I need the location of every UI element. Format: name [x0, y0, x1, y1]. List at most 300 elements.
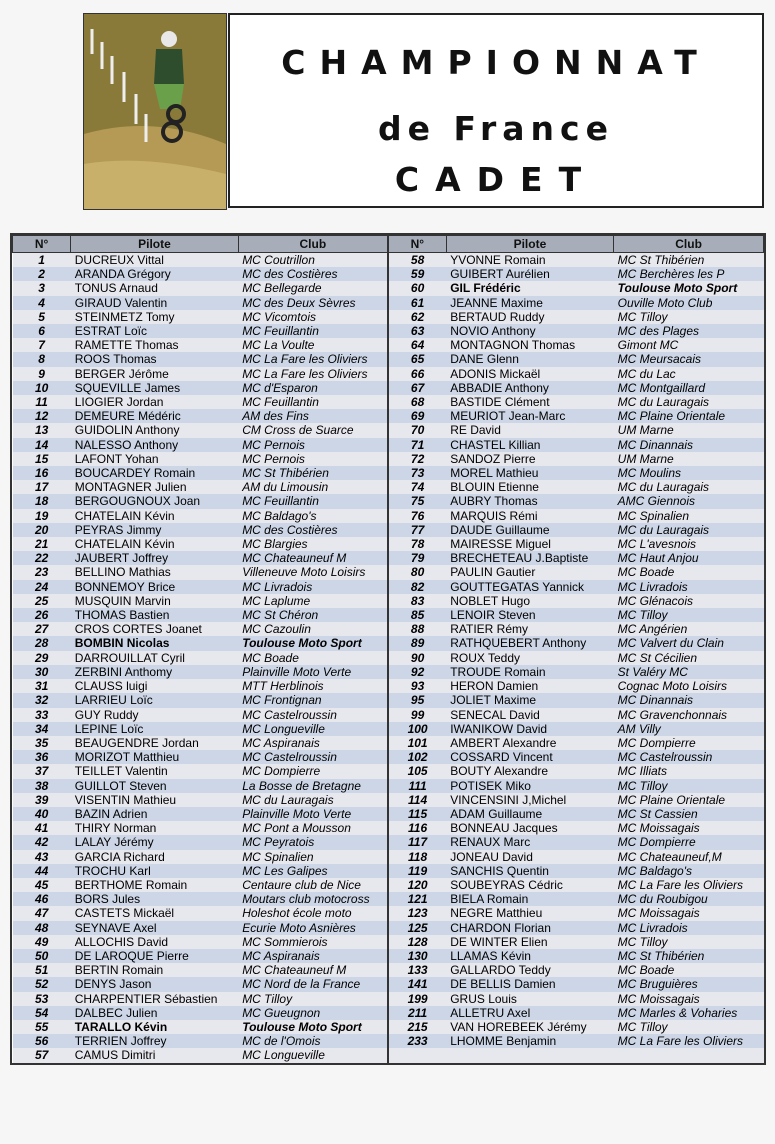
rider-number: 46 — [13, 892, 71, 906]
motocross-photo — [83, 13, 227, 210]
rider-number: 18 — [13, 494, 71, 508]
table-row — [13, 821, 764, 835]
rider-number: 121 — [388, 892, 446, 906]
rider-number: 38 — [13, 779, 71, 793]
rider-number: 100 — [388, 722, 446, 736]
pilot-name: DEMEURE Médéric — [71, 409, 238, 423]
club-name: MC La Fare les Oliviers — [238, 367, 388, 381]
pilot-name: CHARDON Florian — [446, 921, 613, 935]
table-row — [13, 466, 764, 480]
pilot-name: ADAM Guillaume — [446, 807, 613, 821]
pilot-name: CHARPENTIER Sébastien — [71, 992, 238, 1006]
pilot-name: RE David — [446, 423, 613, 437]
rider-number: 114 — [388, 793, 446, 807]
rider-number: 67 — [388, 381, 446, 395]
club-name: CM Cross de Suarce — [238, 423, 388, 437]
pilot-name: SENECAL David — [446, 708, 613, 722]
rider-number: 78 — [388, 537, 446, 551]
riders-table — [10, 233, 766, 1065]
rider-number: 15 — [13, 452, 71, 466]
club-name: MC Plaine Orientale — [614, 793, 764, 807]
pilot-name: GUY Ruddy — [71, 708, 238, 722]
club-name: MC Sommierois — [238, 935, 388, 949]
rider-number: 34 — [13, 722, 71, 736]
table-row — [13, 281, 764, 295]
rider-number: 1 — [13, 253, 71, 268]
pilot-name: BAZIN Adrien — [71, 807, 238, 821]
rider-number: 52 — [13, 977, 71, 991]
rider-number: 25 — [13, 594, 71, 608]
club-name: Moutars club motocross — [238, 892, 388, 906]
table-row — [13, 850, 764, 864]
club-name: MC Tilloy — [238, 992, 388, 1006]
rider-number: 73 — [388, 466, 446, 480]
pilot-name: LHOMME Benjamin — [446, 1034, 613, 1048]
pilot-name: RATHQUEBERT Anthony — [446, 636, 613, 650]
club-name: MC Chateauneuf,M — [614, 850, 764, 864]
rider-number: 79 — [388, 551, 446, 565]
pilot-name: SQUEVILLE James — [71, 381, 238, 395]
pilot-name: IWANIKOW David — [446, 722, 613, 736]
pilot-name: YVONNE Romain — [446, 253, 613, 268]
pilot-name: BIELA Romain — [446, 892, 613, 906]
rider-number: 211 — [388, 1006, 446, 1020]
pilot-name: ARANDA Grégory — [71, 267, 238, 281]
pilot-name: DE LAROQUE Pierre — [71, 949, 238, 963]
table-row — [13, 921, 764, 935]
rider-number: 99 — [388, 708, 446, 722]
table-row — [13, 693, 764, 707]
club-name: MC du Roubigou — [614, 892, 764, 906]
club-name: MC Illiats — [614, 764, 764, 778]
club-name: MC des Costières — [238, 523, 388, 537]
rider-number: 50 — [13, 949, 71, 963]
rider-number: 8 — [13, 352, 71, 366]
rider-number: 9 — [13, 367, 71, 381]
pilot-name: LLAMAS Kévin — [446, 949, 613, 963]
club-name: MC des Costières — [238, 267, 388, 281]
rider-number: 59 — [388, 267, 446, 281]
pilot-name: COSSARD Vincent — [446, 750, 613, 764]
pilot-name: MAIRESSE Miguel — [446, 537, 613, 551]
rider-number: 29 — [13, 651, 71, 665]
club-name: MC Vicomtois — [238, 310, 388, 324]
club-name: MC des Deux Sèvres — [238, 296, 388, 310]
club-name: AMC Giennois — [614, 494, 764, 508]
pilot-name: CAMUS Dimitri — [71, 1048, 238, 1062]
column-header-number: N° — [13, 236, 71, 253]
club-name: Holeshot école moto — [238, 906, 388, 920]
club-name: MC Meursacais — [614, 352, 764, 366]
table-row — [13, 636, 764, 650]
rider-number: 125 — [388, 921, 446, 935]
club-name: MC Pont a Mousson — [238, 821, 388, 835]
column-header-club: Club — [614, 236, 764, 253]
rider-number: 88 — [388, 622, 446, 636]
pilot-name: GIL Frédéric — [446, 281, 613, 295]
pilot-name: NALESSO Anthony — [71, 438, 238, 452]
club-name: MC Dompierre — [614, 835, 764, 849]
rider-number: 51 — [13, 963, 71, 977]
pilot-name: PAULIN Gautier — [446, 565, 613, 579]
pilot-name: GOUTTEGATAS Yannick — [446, 580, 613, 594]
club-name: MC Livradois — [238, 580, 388, 594]
rider-number: 128 — [388, 935, 446, 949]
rider-number: 26 — [13, 608, 71, 622]
table-row — [13, 253, 764, 268]
club-name: MC Baldago's — [614, 864, 764, 878]
pilot-name: ROUX Teddy — [446, 651, 613, 665]
club-name: MC Castelroussin — [238, 708, 388, 722]
club-name: AM des Fins — [238, 409, 388, 423]
club-name: Plainville Moto Verte — [238, 807, 388, 821]
pilot-name: GALLARDO Teddy — [446, 963, 613, 977]
pilot-name: GARCIA Richard — [71, 850, 238, 864]
table-row — [13, 665, 764, 679]
pilot-name: BERTIN Romain — [71, 963, 238, 977]
pilot-name: MONTAGNON Thomas — [446, 338, 613, 352]
club-name: MC Aspiranais — [238, 949, 388, 963]
rider-number: 37 — [13, 764, 71, 778]
club-name: MC L'avesnois — [614, 537, 764, 551]
pilot-name: GUIDOLIN Anthony — [71, 423, 238, 437]
rider-number: 20 — [13, 523, 71, 537]
table-row — [13, 722, 764, 736]
rider-number: 119 — [388, 864, 446, 878]
club-name: MC Pernois — [238, 438, 388, 452]
pilot-name: SANCHIS Quentin — [446, 864, 613, 878]
pilot-name: GUILLOT Steven — [71, 779, 238, 793]
rider-number: 76 — [388, 509, 446, 523]
pilot-name: BLOUIN Etienne — [446, 480, 613, 494]
club-name: MC Chateauneuf M — [238, 963, 388, 977]
club-name: MC Peyratois — [238, 835, 388, 849]
pilot-name: LARRIEU Loïc — [71, 693, 238, 707]
pilot-name: LAFONT Yohan — [71, 452, 238, 466]
table-row — [13, 395, 764, 409]
table-row — [13, 267, 764, 281]
pilot-name: MEURIOT Jean-Marc — [446, 409, 613, 423]
rider-number: 130 — [388, 949, 446, 963]
table-row — [13, 622, 764, 636]
club-name: MC Boade — [238, 651, 388, 665]
club-name: MC St Thibérien — [614, 949, 764, 963]
pilot-name: JEANNE Maxime — [446, 296, 613, 310]
club-name: MC Valvert du Clain — [614, 636, 764, 650]
rider-number: 16 — [13, 466, 71, 480]
pilot-name: VISENTIN Mathieu — [71, 793, 238, 807]
club-name: MC Dompierre — [238, 764, 388, 778]
club-name: MC Boade — [614, 963, 764, 977]
rider-number: 92 — [388, 665, 446, 679]
table-row — [13, 1048, 764, 1062]
pilot-name: NEGRE Matthieu — [446, 906, 613, 920]
club-name: MC Moissagais — [614, 992, 764, 1006]
table-row — [13, 310, 764, 324]
club-name: MC Berchères les P — [614, 267, 764, 281]
club-name: MC d'Esparon — [238, 381, 388, 395]
pilot-name: STEINMETZ Tomy — [71, 310, 238, 324]
club-name: MC La Fare les Oliviers — [614, 1034, 764, 1048]
rider-number: 82 — [388, 580, 446, 594]
rider-number: 77 — [388, 523, 446, 537]
club-name: MC Gravenchonnais — [614, 708, 764, 722]
pilot-name: CHATELAIN Kévin — [71, 509, 238, 523]
table-row — [13, 537, 764, 551]
rider-number: 68 — [388, 395, 446, 409]
rider-number: 60 — [388, 281, 446, 295]
pilot-name: CHATELAIN Kévin — [71, 537, 238, 551]
pilot-name: DAUDE Guillaume — [446, 523, 613, 537]
rider-number: 111 — [388, 779, 446, 793]
club-name: MC Tilloy — [614, 935, 764, 949]
club-name: MC Gueugnon — [238, 1006, 388, 1020]
pilot-name: JOLIET Maxime — [446, 693, 613, 707]
club-name: MC Dinannais — [614, 438, 764, 452]
rider-number: 19 — [13, 509, 71, 523]
pilot-name: NOBLET Hugo — [446, 594, 613, 608]
rider-number: 72 — [388, 452, 446, 466]
club-name: MC Montgaillard — [614, 381, 764, 395]
rider-number: 45 — [13, 878, 71, 892]
pilot-name: ABBADIE Anthony — [446, 381, 613, 395]
club-name: MC Haut Anjou — [614, 551, 764, 565]
rider-number: 30 — [13, 665, 71, 679]
title-line-2: de France — [378, 109, 614, 148]
table-row — [13, 367, 764, 381]
rider-number: 65 — [388, 352, 446, 366]
rider-number: 117 — [388, 835, 446, 849]
club-name: MC St Cécilien — [614, 651, 764, 665]
rider-number: 6 — [13, 324, 71, 338]
rider-number: 31 — [13, 679, 71, 693]
pilot-name: DANE Glenn — [446, 352, 613, 366]
club-name: Plainville Moto Verte — [238, 665, 388, 679]
rider-number: 43 — [13, 850, 71, 864]
pilot-name: DE BELLIS Damien — [446, 977, 613, 991]
table-row — [13, 565, 764, 579]
pilot-name: CHASTEL Killian — [446, 438, 613, 452]
rider-number: 118 — [388, 850, 446, 864]
rider-number: 22 — [13, 551, 71, 565]
table-row — [13, 324, 764, 338]
pilot-name: NOVIO Anthony — [446, 324, 613, 338]
pilot-name: ROOS Thomas — [71, 352, 238, 366]
table-row — [13, 651, 764, 665]
pilot-name: ESTRAT Loïc — [71, 324, 238, 338]
table-row — [13, 835, 764, 849]
pilot-name: LEPINE Loïc — [71, 722, 238, 736]
club-name: MC Pernois — [238, 452, 388, 466]
pilot-name: MOREL Mathieu — [446, 466, 613, 480]
pilot-name: JAUBERT Joffrey — [71, 551, 238, 565]
club-name: MC St Cassien — [614, 807, 764, 821]
title-line-3: CADET — [394, 160, 598, 199]
rider-number: 62 — [388, 310, 446, 324]
club-name: MC de l'Omois — [238, 1034, 388, 1048]
rider-number: 93 — [388, 679, 446, 693]
rider-number: 90 — [388, 651, 446, 665]
table-header — [13, 236, 764, 253]
pilot-name: DARROUILLAT Cyril — [71, 651, 238, 665]
rider-number: 102 — [388, 750, 446, 764]
title-line-1: CHAMPIONNAT — [281, 43, 711, 82]
club-name: MC du Lauragais — [614, 395, 764, 409]
club-name: AM du Limousin — [238, 480, 388, 494]
pilot-name: MUSQUIN Marvin — [71, 594, 238, 608]
club-name: MC Moissagais — [614, 906, 764, 920]
rider-number: 14 — [13, 438, 71, 452]
club-name: MC Tilloy — [614, 310, 764, 324]
club-name: MC La Fare les Oliviers — [614, 878, 764, 892]
club-name: MC Feuillantin — [238, 324, 388, 338]
club-name: MC du Lauragais — [614, 523, 764, 537]
pilot-name: TERRIEN Joffrey — [71, 1034, 238, 1048]
pilot-name: HERON Damien — [446, 679, 613, 693]
pilot-name: TARALLO Kévin — [71, 1020, 238, 1034]
rider-number: 27 — [13, 622, 71, 636]
table-row — [13, 764, 764, 778]
rider-number: 55 — [13, 1020, 71, 1034]
rider-number: 32 — [13, 693, 71, 707]
club-name: MC Tilloy — [614, 1020, 764, 1034]
pilot-name: BONNEAU Jacques — [446, 821, 613, 835]
pilot-name: ALLOCHIS David — [71, 935, 238, 949]
pilot-name: ZERBINI Anthomy — [71, 665, 238, 679]
rider-number: 120 — [388, 878, 446, 892]
club-name: MC Bellegarde — [238, 281, 388, 295]
rider-number: 11 — [13, 395, 71, 409]
club-name: MC Livradois — [614, 580, 764, 594]
rider-number: 57 — [13, 1048, 71, 1062]
pilot-name: BOMBIN Nicolas — [71, 636, 238, 650]
table-row — [13, 892, 764, 906]
pilot-name: BASTIDE Clément — [446, 395, 613, 409]
table-row — [13, 580, 764, 594]
rider-number: 7 — [13, 338, 71, 352]
rider-number: 74 — [388, 480, 446, 494]
pilot-name: TONUS Arnaud — [71, 281, 238, 295]
column-header-pilot: Pilote — [71, 236, 238, 253]
club-name: MC La Voulte — [238, 338, 388, 352]
club-name: Toulouse Moto Sport — [238, 636, 388, 650]
rider-number: 64 — [388, 338, 446, 352]
club-name: AM Villy — [614, 722, 764, 736]
club-name: UM Marne — [614, 423, 764, 437]
club-name: MC Chateauneuf M — [238, 551, 388, 565]
club-name: MC Les Galipes — [238, 864, 388, 878]
table-row — [13, 452, 764, 466]
rider-number: 21 — [13, 537, 71, 551]
club-name: MC du Lac — [614, 367, 764, 381]
table-row — [13, 736, 764, 750]
table-row — [13, 992, 764, 1006]
pilot-name: CLAUSS luigi — [71, 679, 238, 693]
table-row — [13, 878, 764, 892]
club-name: MC Tilloy — [614, 608, 764, 622]
club-name: La Bosse de Bretagne — [238, 779, 388, 793]
club-name: Ouville Moto Club — [614, 296, 764, 310]
rider-number: 80 — [388, 565, 446, 579]
club-name: MC Frontignan — [238, 693, 388, 707]
table-row — [13, 494, 764, 508]
pilot-name: GUIBERT Aurélien — [446, 267, 613, 281]
pilot-name: GIRAUD Valentin — [71, 296, 238, 310]
pilot-name: LALAY Jérémy — [71, 835, 238, 849]
table-row — [13, 708, 764, 722]
club-name: MC Aspiranais — [238, 736, 388, 750]
club-name — [614, 1048, 764, 1062]
club-name: MC Castelroussin — [614, 750, 764, 764]
pilot-name: RATIER Rémy — [446, 622, 613, 636]
table-row — [13, 1020, 764, 1034]
rider-number: 49 — [13, 935, 71, 949]
club-name: Cognac Moto Loisirs — [614, 679, 764, 693]
table-row — [13, 779, 764, 793]
table-row — [13, 438, 764, 452]
rider-number: 61 — [388, 296, 446, 310]
rider-number: 33 — [13, 708, 71, 722]
club-name: MC St Thibérien — [238, 466, 388, 480]
club-name: MC La Fare les Oliviers — [238, 352, 388, 366]
rider-number: 36 — [13, 750, 71, 764]
rider-number: 5 — [13, 310, 71, 324]
pilot-name: DE WINTER Elien — [446, 935, 613, 949]
pilot-name: LENOIR Steven — [446, 608, 613, 622]
club-name: MC Moissagais — [614, 821, 764, 835]
table-row — [13, 935, 764, 949]
pilot-name: BERTAUD Ruddy — [446, 310, 613, 324]
club-name: MC Spinalien — [614, 509, 764, 523]
club-name: MC St Chéron — [238, 608, 388, 622]
pilot-name: BORS Jules — [71, 892, 238, 906]
rider-number: 28 — [13, 636, 71, 650]
pilot-name: POTISEK Miko — [446, 779, 613, 793]
rider-number: 48 — [13, 921, 71, 935]
rider-number: 199 — [388, 992, 446, 1006]
table-row — [13, 807, 764, 821]
pilot-name: BRECHETEAU J.Baptiste — [446, 551, 613, 565]
table-row — [13, 409, 764, 423]
pilot-name: BONNEMOY Brice — [71, 580, 238, 594]
table-row — [13, 352, 764, 366]
club-name: MC du Lauragais — [614, 480, 764, 494]
pilot-name: TEILLET Valentin — [71, 764, 238, 778]
table-row — [13, 1034, 764, 1048]
pilot-name: DUCREUX Vittal — [71, 253, 238, 268]
table-row — [13, 949, 764, 963]
title-box — [228, 13, 764, 208]
pilot-name: TROUDE Romain — [446, 665, 613, 679]
column-header-number: N° — [388, 236, 446, 253]
pilot-name: BOUTY Alexandre — [446, 764, 613, 778]
pilot-name: GRUS Louis — [446, 992, 613, 1006]
table-row — [13, 679, 764, 693]
pilot-name: BOUCARDEY Romain — [71, 466, 238, 480]
pilot-name: MARQUIS Rémi — [446, 509, 613, 523]
rider-number: 53 — [13, 992, 71, 1006]
pilot-name: SEYNAVE Axel — [71, 921, 238, 935]
table-row — [13, 381, 764, 395]
club-name: UM Marne — [614, 452, 764, 466]
rider-number: 12 — [13, 409, 71, 423]
rider-number — [388, 1048, 446, 1062]
column-header-pilot: Pilote — [446, 236, 613, 253]
pilot-name: BERGOUGNOUX Joan — [71, 494, 238, 508]
club-name: MC des Plages — [614, 324, 764, 338]
pilot-name: VINCENSINI J,Michel — [446, 793, 613, 807]
rider-number: 115 — [388, 807, 446, 821]
